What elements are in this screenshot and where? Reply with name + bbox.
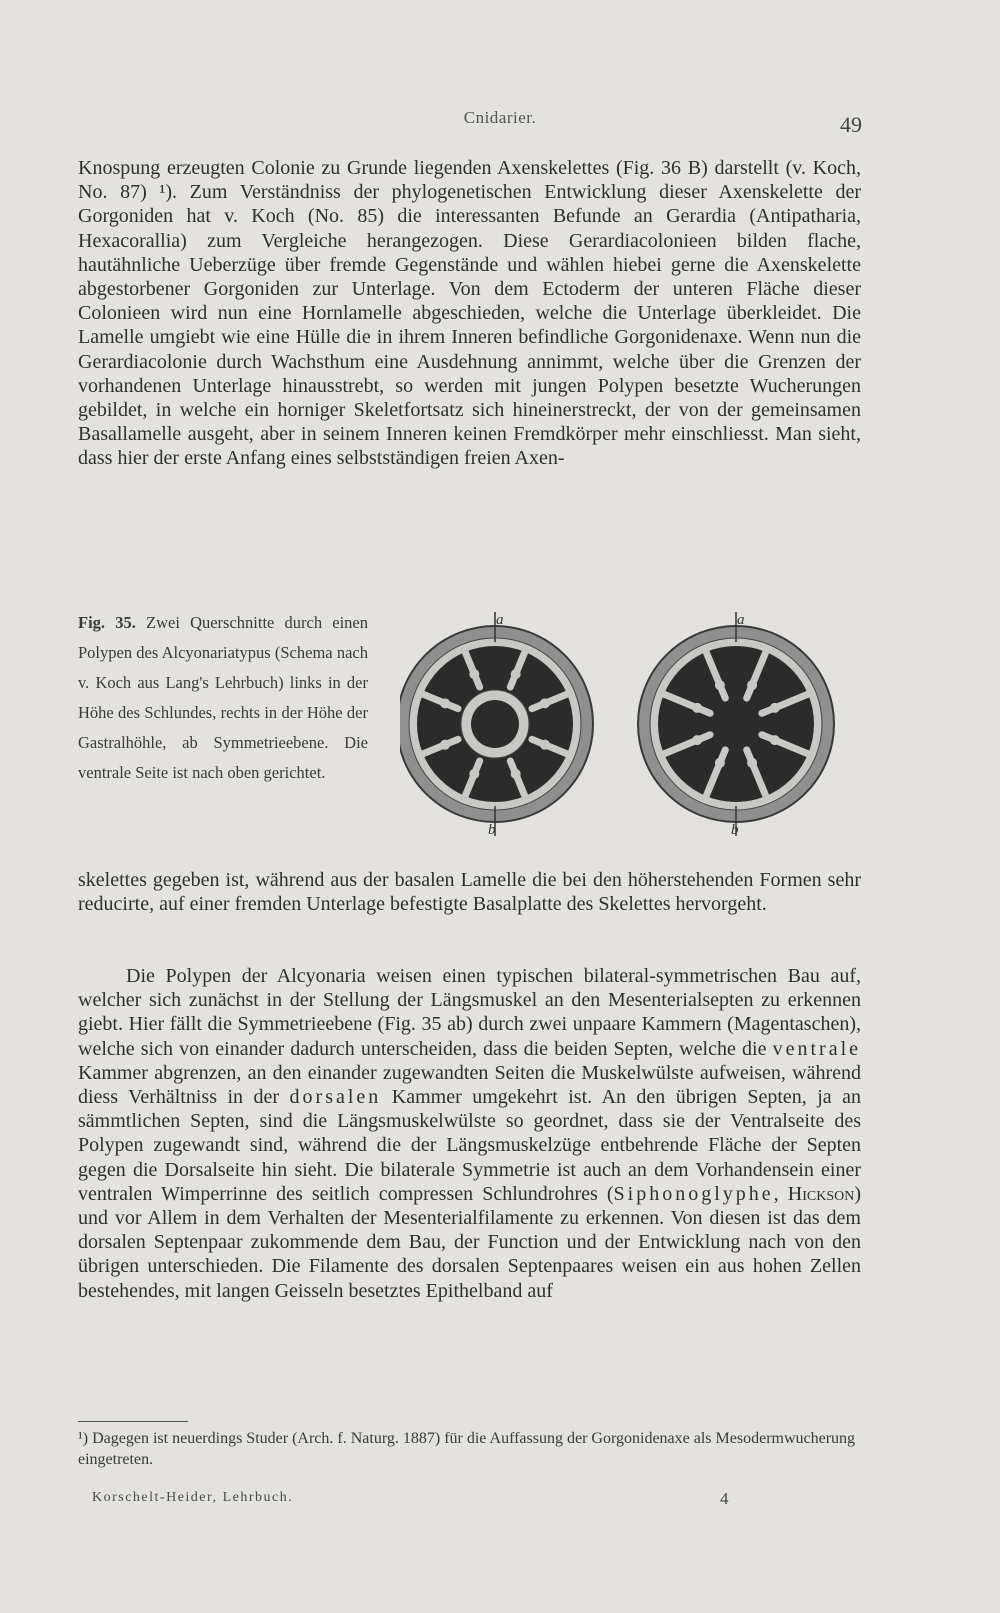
muscle-pad [469,669,479,679]
paragraph-3-part4: , [773,1182,779,1205]
muscle-pad [511,669,521,679]
figure-label: Fig. 35. [78,613,136,632]
left-cross-section [400,612,593,836]
footnote: ¹) Dagegen ist neuerdings Studer (Arch. f. Naturg. 1887) für die Auffassung der Gorgonidenaxe als Mesodermwucherung eingetreten. [78,1430,856,1468]
muscle-pad [747,680,757,690]
muscle-pad [469,769,479,779]
emphasis-ventrale: ventrale [772,1037,862,1060]
muscle-pad [440,740,450,750]
emphasis-dorsalen: dorsalen [289,1086,382,1109]
paragraph-3-part1: Die Polypen der Alcyonaria weisen einen typischen bilateral-symmetrischen Bau auf, welcher sich zunächst in der Stellung der Längsmuskel an den Mesenterialsepten zu erkennen giebt. Hier fällt die Symmetrieebene (Fig. 35 ab) durch zwei unpaare Kammern (Magentaschen), welche sich von einander dadurch unterscheiden, dass die beiden Septen, welche die [78,965,861,1060]
muscle-pad [692,703,702,713]
paragraph-3-part3: Kammer umgekehrt ist. An den übrigen Septen, ja an sämmtlichen Septen, sind die Längsmuskelwülste so geordnet, dass sie der Ventralseite des Polypen zugewandt sind, während die der Längsmuskelzüge entbehrende Fläche der Septen gegen die Dorsalseite hin sieht. Die bilaterale Symmetrie ist auch an dem Vorhandensein einer ventralen Wimperrinne des seitlich compressen Schlundrohres ( [78,1086,862,1205]
figure-caption-text: Zwei Querschnitte durch einen Polypen des Alcyonariatypus (Schema nach v. Koch aus Lang's Lehrbuch) links in der Höhe des Schlundes, rechts in der Höhe der Gastralhöhle, ab Symmetrieebene. Die ventrale Seite ist nach oben gerichtet. [78,613,368,782]
muscle-pad [540,698,550,708]
muscle-pad [770,735,780,745]
right-top-label: a [737,612,745,628]
muscle-pad [715,680,725,690]
emphasis-siphonoglyphe: Siphonoglyphe [613,1182,774,1205]
figure-cross-sections [400,610,870,850]
muscle-pad [770,703,780,713]
paragraph-3-part2: Kammer abgrenzen, an den einander zugewandten Seiten die Muskelwülste aufweisen, während diess Verhältniss in der [78,1061,861,1109]
footer-book-title: Korschelt-Heider, Lehrbuch. [92,1490,294,1505]
muscle-pad [692,735,702,745]
running-head-title: Cnidarier. [463,108,537,127]
paragraph-2 [78,868,861,916]
muscle-pad [540,740,550,750]
paragraph-1 [78,156,861,471]
muscle-pad [747,758,757,768]
muscle-pad [440,698,450,708]
footnote-rule [78,1421,188,1422]
figure-caption [78,608,368,788]
paragraph-2-text: skelettes gegeben ist, während aus der basalen Lamelle die bei den höherstehenden Formen sehr reducirte, auf einer fremden Unterlage befestigte Basalplatte des Skelettes hervorgeht. [78,869,861,916]
footer-signature: 4 [720,1489,729,1508]
left-bottom-label: b [488,822,496,838]
paragraph-3-text [78,964,861,1303]
paragraph-3 [78,964,861,1303]
muscle-pad [715,758,725,768]
gastral-cavity [658,646,814,802]
author-name-hickson: Hickson [787,1182,855,1205]
paragraph-1-text: Knospung erzeugten Colonie zu Grunde liegenden Axenskelettes (Fig. 36 B) darstellt (v. Koch, No. 87) ¹). Zum Verständniss der phylogenetischen Entwicklung dieser Axenskelette der Gorgoniden hat v. Koch (No. 85) die interessanten Befunde an Gerardia (Antipatharia, Hexacorallia) zum Vergleiche herangezogen. Diese Gerardiacolonieen bilden flache, hautähnliche Ueberzüge über fremde Gegenstände und wählen hiebei gerne die Axenskelette abgestorbener Gorgoniden zur Unterlage. Von dem Ectoderm der unteren Fläche dieser Colonieen wird nun eine Hornlamelle abgeschieden, welche die Unterlage überkleidet. Die Lamelle umgiebt wie eine Hülle die in ihrem Inneren befindliche Gorgonidenaxe. Wenn nun die Gerardiacolonie durch Wachsthum eine Ausdehnung annimmt, welche über die Grenzen der vorhandenen Unterlage hinausstrebt, so werden mit jungen Polypen besetzte Wucherungen gebildet, in welche ein horniger Skeletfortsatz sich hineinerstreckt, der von der gemeinsamen Basallamelle ausgeht, aber in seinem Inneren keinen Fremdkörper mehr einschliesst. Man sieht, dass hier der erste Anfang eines selbstständigen freien Axen- [78,157,861,470]
paragraph-3-part5: ) und vor Allem in dem Verhalten der Mesenterialfilamente zu erkennen. Von diesen ist das dem dorsalen Septenpaar zukommende dem Bau, der Function und der Entwicklung nach von den übrigen unterschieden. Die Filamente des dorsalen Septenpaares weisen ein aus hohen Zellen bestehendes, mit langen Geisseln besetztes Epithelband auf [78,1182,861,1302]
pharynx-lumen [471,700,519,748]
right-bottom-label: b [731,822,739,838]
left-top-label: a [496,612,504,628]
muscle-pad [511,769,521,779]
right-cross-section [638,612,834,836]
page-number: 49 [840,112,862,137]
